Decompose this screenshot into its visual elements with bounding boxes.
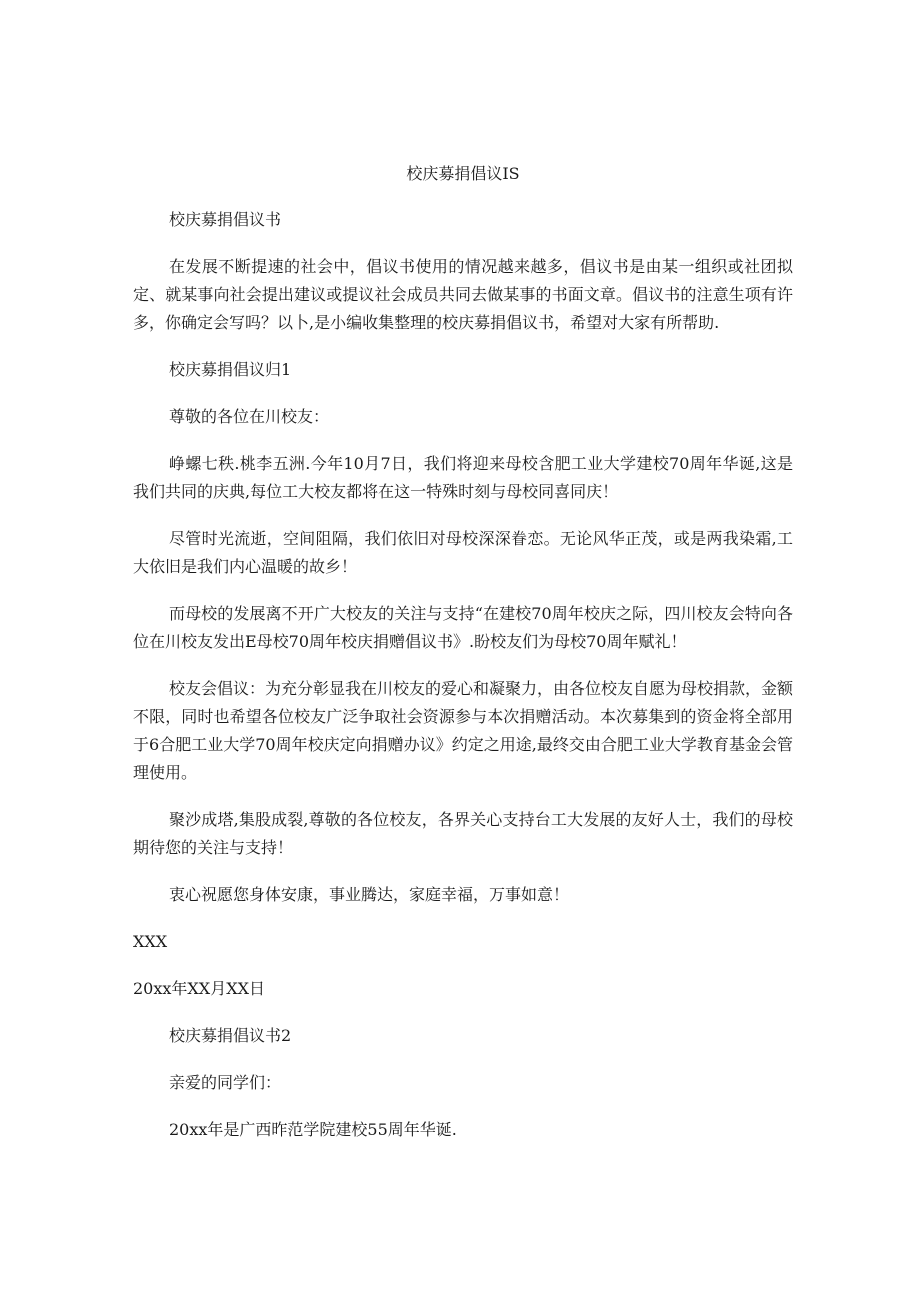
- paragraph-body: 而母校的发展离不开广大校友的关注与支持“在建校70周年校庆之际，四川校友会特向各位在川校友发出E母校70周年校庆捐赠倡议书》.盼校友们为母校70周年赋礼！: [133, 604, 793, 651]
- document-title: 校庆募捐倡议IS: [406, 164, 520, 183]
- paragraph-body: 尽管时光流逝，空间阻隔，我们依旧对母校深深眷恋。无论风华正茂，或是两我染霜,工大依旧是我们内心温暖的故乡！: [133, 529, 793, 576]
- paragraph-subtitle: 校庆募捐倡议书: [169, 210, 282, 229]
- paragraph-heading-1: 校庆募捐倡议归1: [169, 360, 292, 379]
- paragraph-salutation-1: 尊敬的各位在川校友：: [169, 407, 330, 426]
- paragraph-body: 20xx年是广西昨范学院建校55周年华诞.: [169, 1120, 457, 1139]
- paragraph-closing: 衷心祝愿您身体安康，事业腾达，家庭幸福，万事如意！: [169, 885, 570, 904]
- document-body: [133, 206, 793, 1144]
- paragraph-intro: 在发展不断提速的社会中，倡议书使用的情况越来越多，倡议书是由某一组织或社团拟定、就某事向社会提出建议或提议社会成员共同去做某事的书面文章。倡议书的注意生项有许多，你确定会写吗？以卜,是小编收集整理的校庆募捐倡议书，希望对大家有所帮助.: [133, 257, 793, 332]
- paragraph-body: 校友会倡议：为充分彰显我在川校友的爱心和凝聚力，由各位校友自愿为母校捐款，金额不限，同时也希望各位校友广泛争取社会资源参与本次捐赠活动。本次募集到的资金将全部用于6合肥工业大学70周年校庆定向捐赠办议》约定之用途,最终交由合肥工业大学教育基金会管理使用。: [133, 679, 794, 782]
- paragraph-body: 峥螺七秩.桃李五洲.今年10月7日，我们将迎来母校含肥工业大学建校70周年华诞,这是我们共同的庆典,每位工大校友都将在这一特殊时刻与母校同喜同庆！: [133, 454, 793, 501]
- document-page: [133, 160, 793, 1163]
- paragraph-body: 聚沙成塔,集股成裂,尊敬的各位校友，各界关心支持台工大发展的友好人士，我们的母校期待您的关注与支持！: [133, 810, 793, 857]
- paragraph-heading-2: 校庆募捐倡议书2: [169, 1026, 292, 1045]
- paragraph-salutation-2: 亲爱的同学们：: [169, 1073, 282, 1092]
- paragraph-date: 20xx年XX月XX日: [133, 979, 265, 998]
- paragraph-signature: XXX: [133, 932, 168, 951]
